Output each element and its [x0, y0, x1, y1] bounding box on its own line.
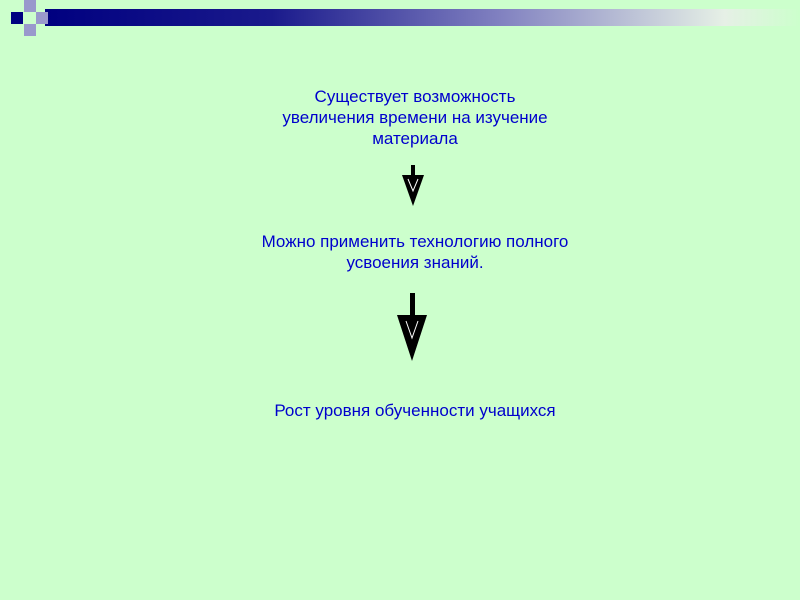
- arrow-down-icon: [395, 293, 429, 363]
- step-3-text: [200, 400, 630, 421]
- step-2-line-1: Можно применить технологию полного: [261, 232, 569, 251]
- step-2-line-2: усвоения знаний.: [346, 253, 484, 272]
- step-1-text: [200, 86, 630, 149]
- step-1-line-2: увеличения времени на изучение: [282, 108, 548, 127]
- decor-square-light: [24, 0, 36, 12]
- decor-square-light: [24, 24, 36, 36]
- arrow-down-icon: [400, 165, 426, 207]
- step-3-line-1: Рост уровня обученности учащихся: [274, 401, 556, 420]
- step-1-line-1: Существует возможность: [314, 87, 516, 106]
- step-1-line-3: материала: [372, 129, 458, 148]
- step-2-text: [200, 231, 630, 273]
- decor-square-light: [36, 12, 48, 24]
- decor-square-dark: [11, 12, 23, 24]
- title-bar-gradient: [45, 9, 800, 26]
